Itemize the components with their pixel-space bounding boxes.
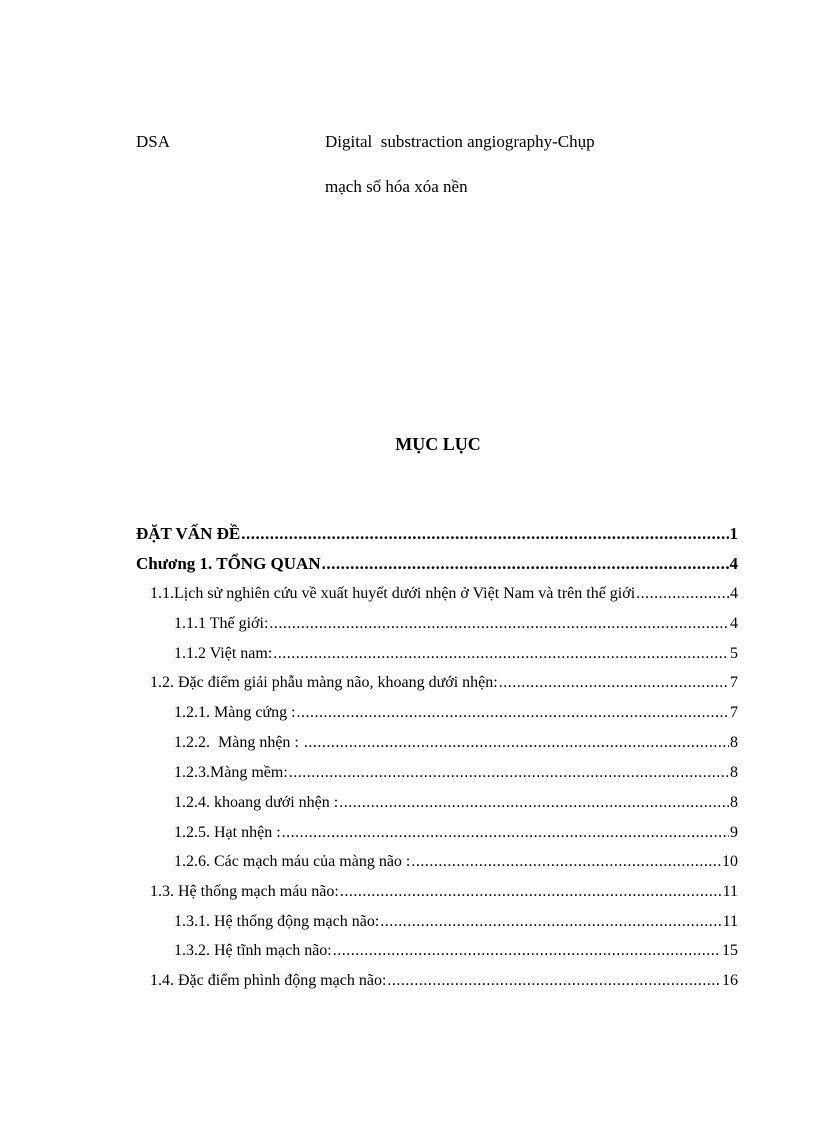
toc-entry-1-1[interactable] [150, 585, 738, 607]
toc-entry-page: 11 [722, 913, 738, 930]
abbreviation-term: DSA [136, 132, 171, 151]
abbreviation-definition-line-2: mạch số hóa xóa nền [325, 177, 468, 196]
toc-leader-dots [387, 972, 721, 990]
toc-leader-dots [241, 524, 728, 544]
toc-entry-1-3[interactable] [150, 883, 738, 905]
toc-leader-dots [339, 794, 729, 812]
toc-entry-1-3-2[interactable] [174, 942, 738, 964]
toc-entry-page: 11 [722, 883, 738, 900]
toc-leader-dots [282, 824, 729, 842]
toc-leader-dots [380, 913, 721, 931]
toc-entry-label: 1.2.4. khoang dưới nhện : [174, 794, 339, 811]
toc-entry-1-3-1[interactable] [174, 913, 738, 935]
toc-leader-dots [499, 674, 729, 692]
toc-leader-dots [340, 883, 722, 901]
toc-entry-1-2-1[interactable] [174, 704, 738, 726]
toc-leader-dots [297, 704, 729, 722]
toc-entry-label: 1.2.5. Hạt nhện : [174, 824, 281, 841]
toc-entry-page: 16 [722, 972, 738, 989]
toc-entry-1-1-1[interactable] [174, 615, 738, 637]
abbreviation-definition-line-1: Digital substraction angiography-Chụp [325, 132, 595, 151]
toc-leader-dots [636, 585, 729, 603]
toc-entry-page: 8 [730, 764, 738, 781]
toc-entry-page: 7 [730, 704, 738, 721]
toc-entry-1-2-2[interactable] [174, 734, 738, 756]
toc-entry-page: 15 [722, 942, 738, 959]
toc-entry-label: 1.2.2. Màng nhện : [174, 734, 303, 751]
toc-entry-chuong-1[interactable] [136, 554, 738, 576]
toc-entry-label: 1.1.1 Thế giới: [174, 615, 269, 632]
toc-leader-dots [269, 615, 729, 633]
toc-entry-label: 1.3.1. Hệ thống động mạch não: [174, 913, 380, 930]
toc-entry-label: 1.2.3.Màng mềm: [174, 764, 288, 781]
toc-entry-label: 1.1.2 Việt nam: [174, 645, 273, 662]
toc-leader-dots [333, 942, 721, 960]
toc-entry-1-2-5[interactable] [174, 824, 738, 846]
toc-entry-page: 10 [722, 853, 738, 870]
toc-entry-page: 4 [730, 615, 738, 632]
toc-entry-page: 5 [730, 645, 738, 662]
toc-entry-page: 4 [729, 554, 738, 573]
toc-entry-label: 1.4. Đặc điểm phình động mạch não: [150, 972, 387, 989]
toc-entry-1-2[interactable] [150, 674, 738, 696]
toc-leader-dots [273, 645, 729, 663]
toc-entry-page: 9 [730, 824, 738, 841]
toc-entry-1-1-2[interactable] [174, 645, 738, 667]
toc-entry-1-2-4[interactable] [174, 794, 738, 816]
toc-entry-label: ĐẶT VẤN ĐỀ [136, 524, 241, 543]
toc-entry-label: 1.3. Hệ thống mạch máu não: [150, 883, 339, 900]
toc-entry-1-2-6[interactable] [174, 853, 738, 875]
toc-entry-page: 1 [729, 524, 738, 543]
toc-leader-dots [411, 853, 721, 871]
toc-entry-page: 8 [730, 794, 738, 811]
toc-entry-1-2-3[interactable] [174, 764, 738, 786]
toc-entry-1-4[interactable] [150, 972, 738, 994]
toc-title: MỤC LỤC [395, 434, 481, 454]
toc-entry-page: 7 [730, 674, 738, 691]
toc-leader-dots [304, 734, 729, 752]
toc-entry-label: 1.1.Lịch sử nghiên cứu về xuất huyết dưới nhện ở Việt Nam và trên thế giới [150, 585, 636, 602]
toc-leader-dots [289, 764, 729, 782]
toc-entry-page: 8 [730, 734, 738, 751]
toc-entry-page: 4 [730, 585, 738, 602]
toc-entry-label: 1.3.2. Hệ tĩnh mạch não: [174, 942, 332, 959]
toc-entry-label: 1.2.6. Các mạch máu của màng não : [174, 853, 411, 870]
toc-entry-label: 1.2.1. Màng cứng : [174, 704, 296, 721]
toc-entry-label: Chương 1. TỔNG QUAN [136, 554, 321, 573]
toc-entry-dat-van-de[interactable] [136, 524, 738, 546]
toc-leader-dots [322, 554, 729, 574]
toc-entry-label: 1.2. Đặc điểm giải phẫu màng não, khoang dưới nhện: [150, 674, 498, 691]
